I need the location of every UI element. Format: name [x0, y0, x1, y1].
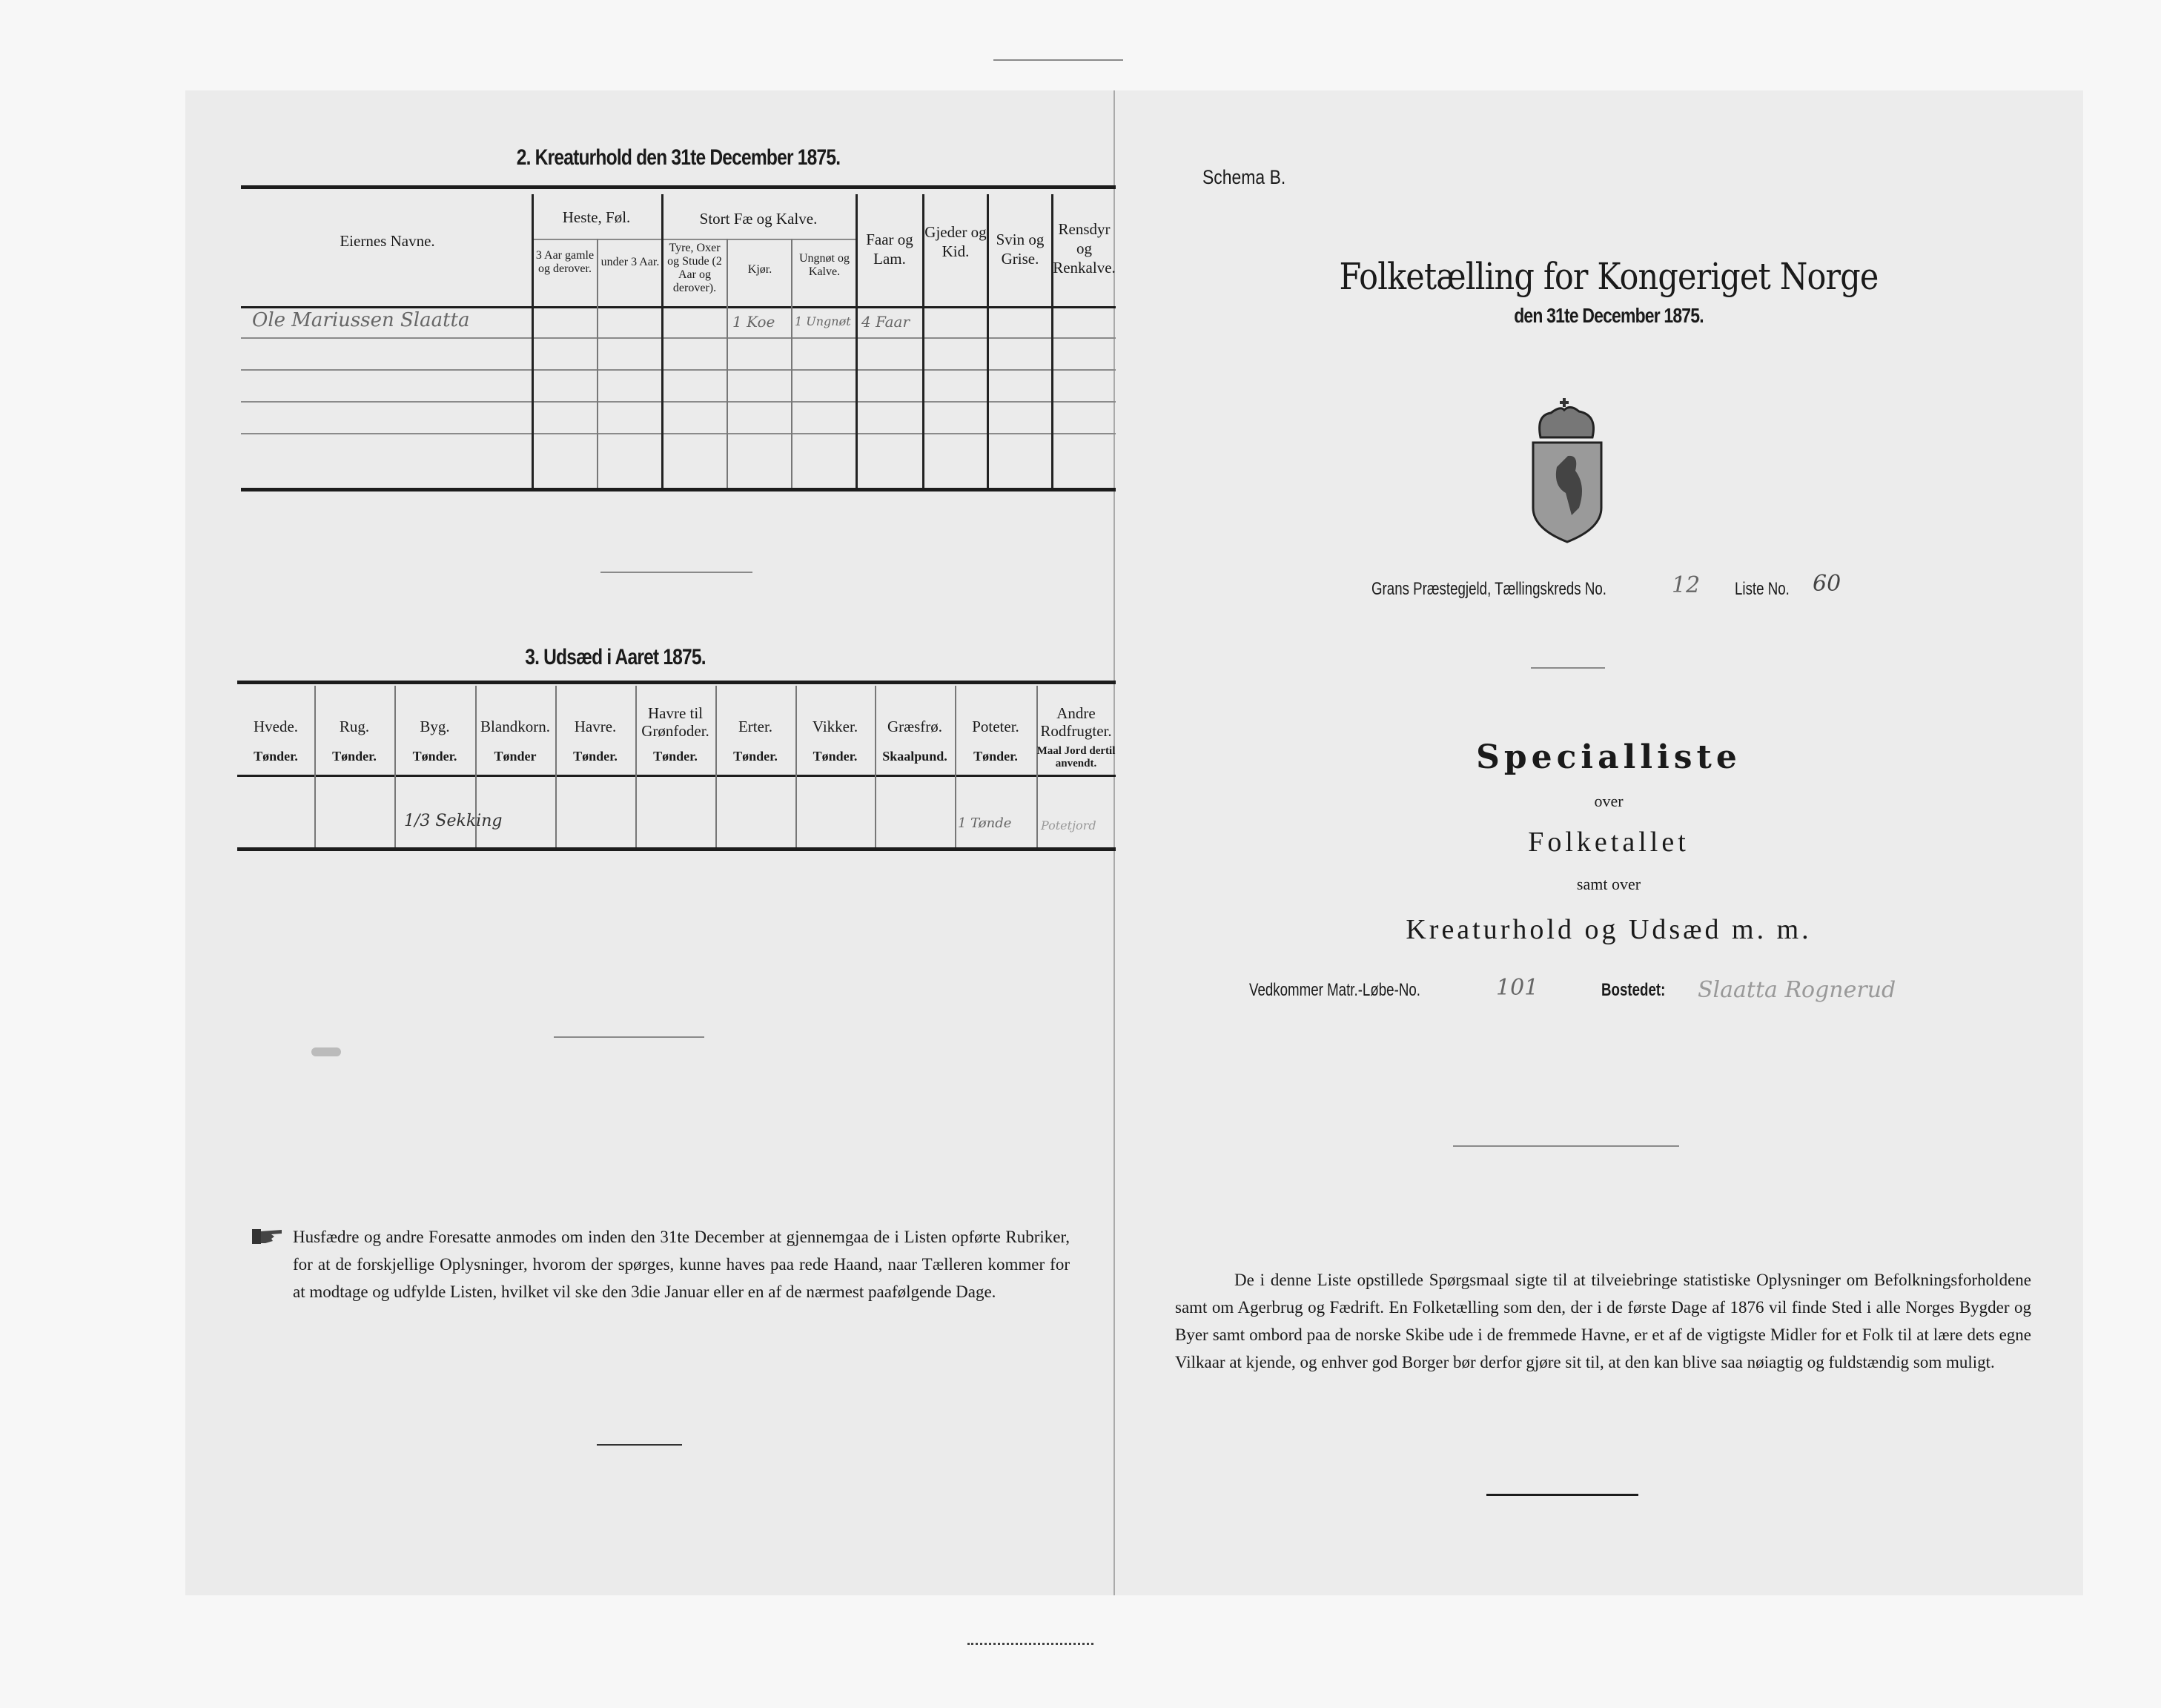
col-header: Rug. [339, 718, 370, 735]
owner-entry: Ole Mariussen Slaatta [252, 309, 470, 331]
over-text: over [1594, 792, 1624, 810]
table2-header-rule [241, 306, 1116, 308]
pointing-hand-icon [252, 1227, 283, 1246]
col-header: Gjeder og Kid. [924, 223, 987, 260]
col-unit: Tønder. [813, 749, 858, 764]
section2-title: 2. Kreaturhold den 31te December 1875. [516, 145, 841, 170]
col-rule [715, 686, 717, 847]
col-owner-header: Eiernes Navne. [340, 232, 435, 250]
row-rule [241, 369, 1116, 371]
col-unit: Tønder. [332, 749, 377, 764]
andre-entry: Potetjord [1041, 818, 1096, 833]
col-unit: Tønder. [973, 749, 1018, 764]
col-rule [394, 686, 396, 847]
col-unit: Tønder. [254, 749, 298, 764]
prestegjeld-label: Grans Præstegjeld, Tællingskreds No. [1371, 579, 1606, 599]
col-rule [795, 686, 797, 847]
liste-label: Liste No. [1735, 579, 1790, 599]
col-header: Faar og Lam. [866, 231, 913, 268]
col-header: Ungnøt og Kalve. [799, 252, 850, 278]
col-unit: Tønder. [412, 749, 457, 764]
kreaturhold-text: Kreaturhold og Udsæd m. m. [1406, 914, 1812, 945]
col-header: Tyre, Oxer og Stude (2 Aar og derover). [667, 242, 722, 294]
kjor-entry: 1 Koe [732, 313, 775, 331]
info-paragraph: De i denne Liste opstillede Spørgsmaal sigte til at tilveiebringe statistiske Oplysninger om Befolkningsforholdene samt om Agerbrug og Fædrift. En Folketælling som den, der i de første Dage af 1876 vil finde Sted i alle Norges Bygder og Byer samt ombord paa de norske Skibe ude i de fremmede Havne, er et af de vigtigste Midler for et Folk til at lære dets egne Vilkaar at kjende, og enhver god Borger bør derfor gjøre sit til, at den kan blive saa nøiagtig og fuldstændig som muligt. [1175, 1271, 2031, 1371]
col-rule [875, 686, 876, 847]
specialliste-heading: Specialliste [1476, 738, 1741, 776]
kreds-number: 12 [1672, 572, 1701, 598]
bosted-value: Slaatta Rognerud [1698, 977, 1896, 1003]
schema-label: Schema B. [1202, 166, 1286, 188]
bottom-squiggle [967, 1638, 1093, 1645]
separator [600, 572, 752, 573]
section3-title: 3. Udsæd i Aaret 1875. [525, 645, 706, 669]
coat-of-arms-icon [1527, 397, 1609, 545]
row-rule [241, 337, 1116, 339]
matr-number: 101 [1496, 975, 1539, 1001]
col-unit: Skaalpund. [882, 749, 947, 764]
col-header: 3 Aar gamle og derover. [535, 249, 595, 275]
col-header: Blandkorn. [480, 718, 550, 735]
page-fold [1113, 90, 1115, 1595]
col-header: Hvede. [253, 718, 299, 735]
heading-date: den 31te December 1875. [1514, 304, 1704, 327]
bosted-label: Bostedet: [1601, 980, 1666, 1000]
col-header: Rensdyr og Renkalve. [1053, 220, 1116, 277]
separator [1531, 667, 1605, 669]
col-rule [555, 686, 557, 847]
col-header: Erter. [738, 718, 773, 735]
col-header: under 3 Aar. [600, 256, 660, 268]
col-header: Kjør. [747, 263, 772, 276]
group-cattle-header: Stort Fæ og Kalve. [699, 210, 818, 228]
col-rule [597, 239, 598, 488]
table3-header-rule [237, 775, 1116, 777]
col-header: Byg. [420, 718, 450, 735]
col-header: Andre Rodfrugter. [1040, 704, 1112, 740]
table2-bottom-rule [241, 488, 1116, 491]
footnote-text: Husfædre og andre Foresatte anmodes om inden den 31te December at gjennemgaa de i Listen opførte Rubriker, for at de forskjellige Oplysninger, hvorom der spørges, kunne haves paa rede Haand, naar Tælleren kommer for at modtage og udfylde Listen, hvilket vil ske den 3die Januar eller en af de nærmest paafølgende Dage. [293, 1228, 1070, 1301]
col-header: Vikker. [812, 718, 858, 735]
col-unit: Tønder. [733, 749, 778, 764]
col-unit: Tønder [494, 749, 537, 764]
separator [597, 1444, 682, 1446]
ink-smudge [311, 1047, 341, 1056]
col-unit: Maal Jord dertil anvendt. [1036, 745, 1116, 769]
col-unit: Tønder. [653, 749, 698, 764]
byg-entry: 1/3 Sekking [404, 812, 503, 830]
col-header: Havre til Grønfoder. [641, 704, 709, 740]
main-heading: Folketælling for Kongeriget Norge [1339, 255, 1879, 298]
matr-label: Vedkommer Matr.-Løbe-No. [1249, 980, 1420, 1000]
row-rule [241, 433, 1116, 434]
col-rule [532, 194, 534, 488]
col-header: Græsfrø. [887, 718, 943, 735]
poteter-entry: 1 Tønde [958, 815, 1012, 831]
folketallet-text: Folketallet [1528, 827, 1690, 858]
col-rule [661, 194, 663, 488]
samt-over-text: samt over [1576, 875, 1641, 893]
separator [1453, 1145, 1679, 1147]
top-mark [993, 59, 1123, 61]
group-horses-header: Heste, Føl. [562, 208, 631, 226]
col-header: Poteter. [972, 718, 1019, 735]
col-header: Havre. [574, 718, 617, 735]
row-rule [241, 401, 1116, 403]
ungnot-entry: 1 Ungnøt [795, 314, 851, 328]
separator [554, 1036, 704, 1038]
table3-bottom-rule [237, 847, 1116, 851]
col-unit: Tønder. [573, 749, 618, 764]
separator [1486, 1494, 1638, 1496]
liste-number: 60 [1813, 571, 1841, 597]
group-rule [661, 239, 856, 240]
col-rule [955, 686, 956, 847]
col-rule [314, 686, 316, 847]
table3-top-rule [237, 681, 1116, 684]
faar-entry: 4 Faar [861, 313, 910, 331]
table2-top-rule [241, 185, 1116, 189]
col-header: Svin og Grise. [996, 231, 1045, 268]
